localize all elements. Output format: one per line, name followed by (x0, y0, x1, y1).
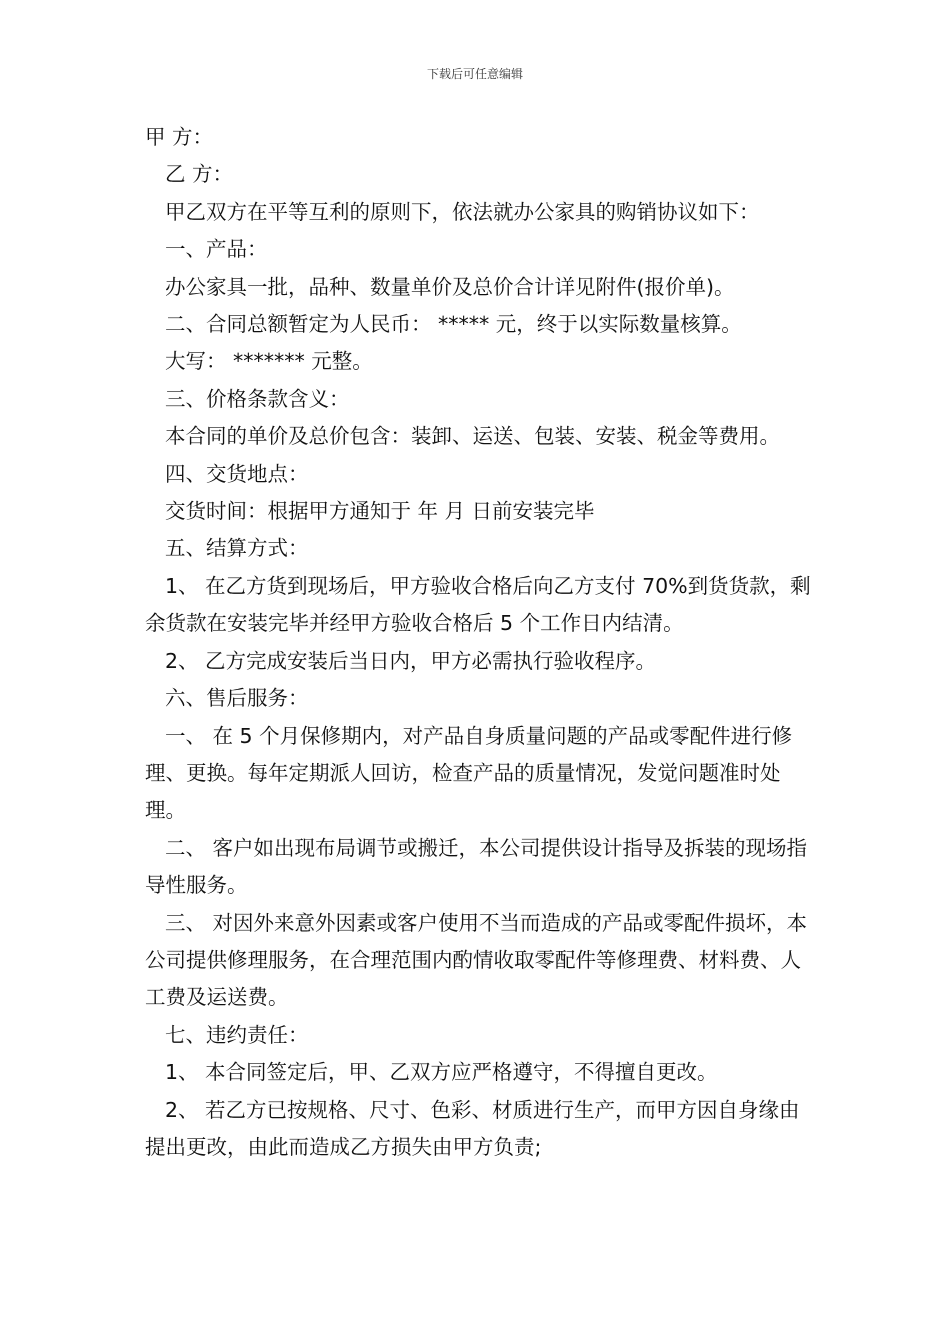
list-item: 2、 乙方完成安装后当日内，甲方必需执行验收程序。 (165, 648, 657, 673)
page-header: 下载后可任意编辑 (426, 67, 523, 81)
list-item: 二、 客户如出现布局调节或搬迁，本公司提供设计指导及拆装的现场指导性服务。 (145, 835, 808, 898)
section-heading: 六、售后服务： (165, 686, 309, 711)
list-item: 1、 本合同签定后，甲、乙双方应严格遵守，不得擅自更改。 (165, 1060, 718, 1085)
list-item: 三、 对因外来意外因素或客户使用不当而造成的产品或零配件损坏，本公司提供修理服务，在合理范围内酌情收取零配件等修理费、材料费、人工费及运送费。 (145, 910, 808, 1010)
section-heading: 四、交货地点： (165, 461, 309, 486)
party-b-line: 乙 方： (165, 162, 234, 187)
section-heading: 一、产品： (165, 237, 268, 262)
list-item: 1、 在乙方货到现场后，甲方验收合格后向乙方支付 70%到货货款，剩余货款在安装完毕并经甲方验收合格后 5 个工作日内结清。 (145, 573, 811, 636)
paragraph: 办公家具一批，品种、数量单价及总价合计详见附件(报价单)。 (165, 274, 735, 299)
section-heading: 七、违约责任： (165, 1022, 309, 1047)
paragraph: 大写： ******* 元整。 (165, 349, 373, 374)
contract-body (145, 119, 815, 1166)
paragraph: 本合同的单价及总价包含：装卸、运送、包装、安装、税金等费用。 (165, 424, 780, 449)
party-a-line: 甲 方： (145, 125, 214, 149)
paragraph: 交货时间：根据甲方通知于 年 月 日前安装完毕 (165, 499, 595, 524)
section-heading: 五、结算方式： (165, 536, 309, 561)
preamble: 甲乙双方在平等互利的原则下，依法就办公家具的购销协议如下： (165, 199, 760, 224)
section-heading: 三、价格条款含义： (165, 386, 350, 411)
list-item: 一、 在 5 个月保修期内，对产品自身质量问题的产品或零配件进行修理、更换。每年定期派人回访，检查产品的质量情况，发觉问题准时处理。 (145, 723, 793, 823)
section-heading: 二、合同总额暂定为人民币： ***** 元，终于以实际数量核算。 (165, 312, 742, 337)
list-item: 2、 若乙方已按规格、尺寸、色彩、材质进行生产，而甲方因自身缘由提出更改，由此而造成乙方损失由甲方负责; (145, 1097, 800, 1159)
